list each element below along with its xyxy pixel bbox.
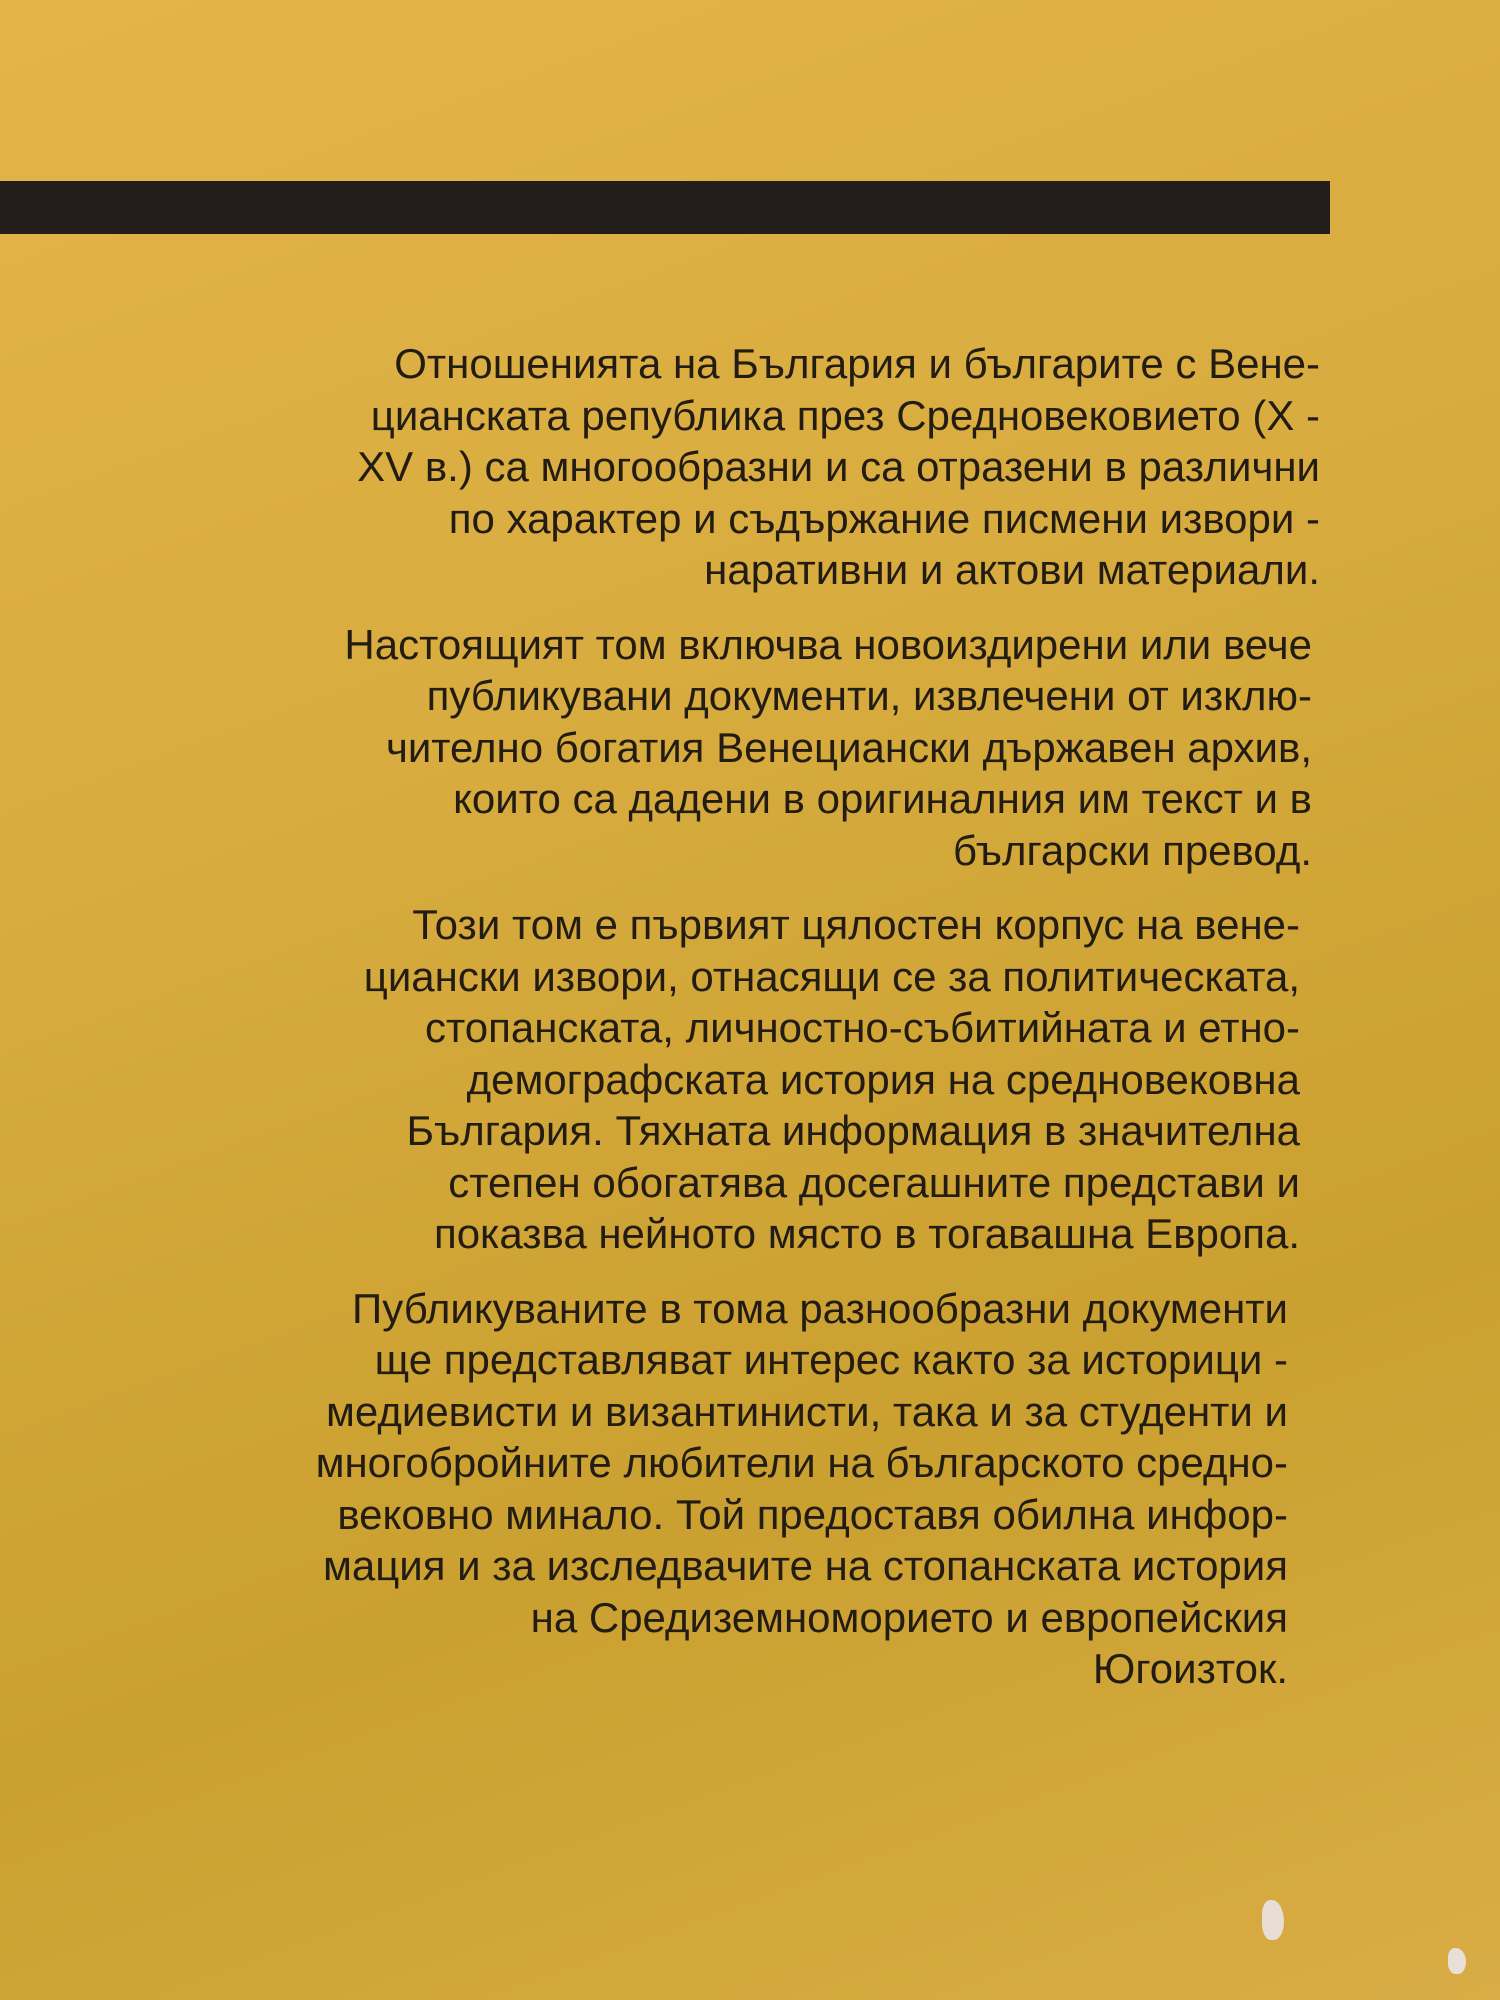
blurb-line: циански извори, отнасящи се за политическата, xyxy=(363,952,1300,1000)
blurb-line: по характер и съдържание писмени извори - xyxy=(448,494,1320,542)
blurb-line: вековно минало. Той предоставя обилна инфор- xyxy=(337,1490,1288,1538)
blurb-line: България. Тяхната информация в значителна xyxy=(406,1107,1300,1154)
blurb-line: цианската република през Средновековието (X - xyxy=(370,391,1320,439)
blurb-line: публикувани документи, извлечени от изклю- xyxy=(426,672,1312,719)
blurb-line: наративни и актови материали. xyxy=(704,546,1320,593)
blurb-line: които са дадени в оригиналния им текст и в xyxy=(453,775,1312,822)
blurb-line: стопанската, личностно-събитийната и етно- xyxy=(424,1004,1300,1051)
blurb-line: Публикуваните в тома разнообразни документи xyxy=(352,1284,1288,1332)
blurb-line: Настоящият том включва новоиздирени или вече xyxy=(344,620,1312,668)
blurb-line: Югоизток. xyxy=(1092,1645,1288,1692)
blurb-line: медиевисти и византинисти, така и за студенти и xyxy=(326,1387,1288,1435)
blurb-line: демографската история на средновековна xyxy=(466,1055,1300,1103)
blurb-line: български превод. xyxy=(953,826,1312,874)
cover-blurb xyxy=(230,338,1320,1718)
blurb-paragraph-1 xyxy=(230,338,1320,596)
blurb-paragraph-2 xyxy=(230,619,1312,877)
blurb-line: Отношенията на България и българите с Вене- xyxy=(394,340,1320,387)
blurb-line: ще представляват интерес както за историци - xyxy=(374,1336,1288,1383)
blurb-line: Този том е първият цялостен корпус на вене- xyxy=(412,901,1300,948)
decorative-bar xyxy=(0,181,1330,234)
blurb-line: степен обогатява досегашните представи и xyxy=(448,1158,1300,1206)
blurb-line: чително богатия Венециански държавен архив, xyxy=(385,723,1312,771)
blurb-line: на Средиземноморието и европейския xyxy=(530,1593,1288,1641)
blurb-line: мация и за изследвачите на стопанската история xyxy=(323,1542,1288,1589)
worn-spot xyxy=(1448,1948,1466,1974)
blurb-line: многобройните любители на българското средно- xyxy=(315,1439,1288,1486)
blurb-paragraph-4 xyxy=(230,1283,1288,1695)
blurb-line: показва нейното място в тогавашна Европа. xyxy=(433,1210,1300,1257)
worn-spot xyxy=(1262,1900,1284,1940)
blurb-line: XV в.) са многообразни и са отразени в различни xyxy=(357,443,1320,490)
blurb-paragraph-3 xyxy=(230,899,1300,1260)
